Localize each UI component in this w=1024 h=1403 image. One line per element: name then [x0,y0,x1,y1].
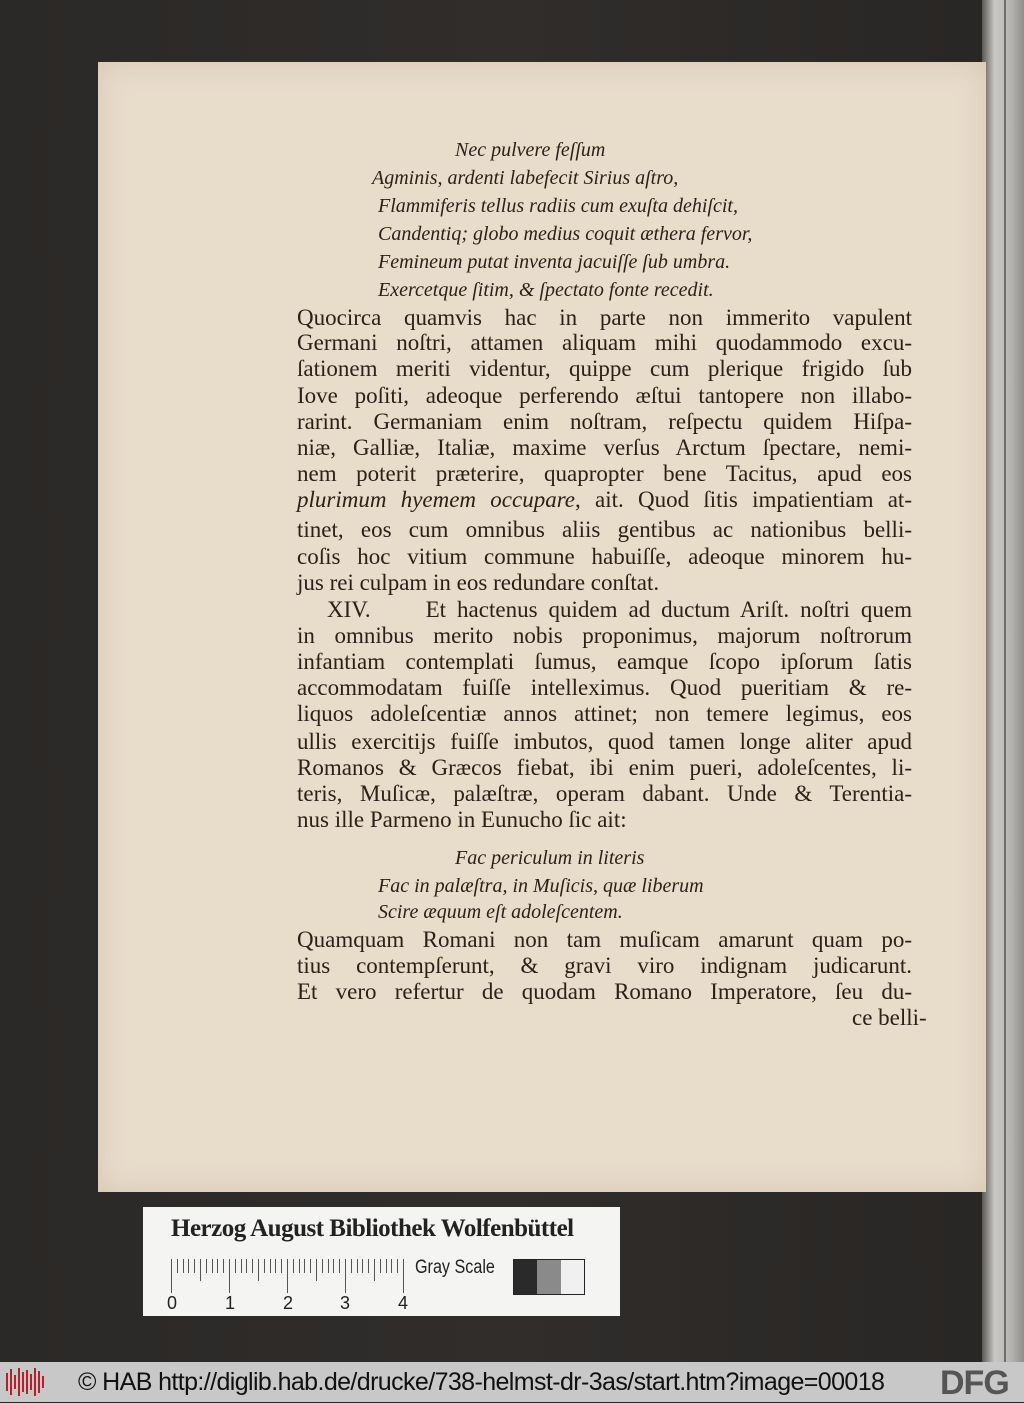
ruler-number: 1 [225,1293,236,1313]
ruler-tick [183,1259,184,1273]
ruler-tick [235,1259,236,1273]
text-line: ſationem meriti videntur, quippe cum plerique frigido ſub [297,356,912,381]
ruler-tick [380,1259,381,1273]
library-name: Herzog August Bibliothek Wolfenbüttel [171,1215,574,1242]
text-line: Iove poſiti, adeoque perferendo æſtui tantopere non illabo- [297,383,912,408]
color-card [143,1207,620,1316]
ruler-tick [223,1259,224,1273]
ruler-tick [345,1259,346,1293]
text-line: niæ, Galliæ, Italiæ, maxime verſus Arctum ſpectare, nemi- [297,435,912,460]
ruler-tick [287,1259,288,1293]
ruler-tick [264,1259,265,1273]
ruler-tick [281,1259,282,1273]
text-line: Quocirca quamvis hac in parte non immerito vapulent [297,305,912,330]
text-line: in omnibus merito nobis proponimus, majorum noſtrorum [297,623,912,648]
text-line: Germani noſtri, attamen aliquam mihi quodammodo excu- [297,330,912,355]
text-line: Agminis, ardenti labefecit Sirius aſtro, [372,167,679,189]
text-line: Candentiq; globo medius coquit æthera fervor, [378,223,753,245]
text-line: coſis hoc vitium commune habuiſſe, adeoque minorem hu- [297,544,912,569]
ruler-tick [386,1259,387,1273]
text-line: Femineum putat inventa jacuiſſe ſub umbra. [378,251,731,273]
text-line: rarint. Germaniam enim noſtram, reſpectu quidem Hiſpa- [297,409,912,434]
grayscale-swatches [513,1259,585,1295]
ruler-tick [304,1259,305,1273]
ruler-tick [270,1259,271,1273]
text-line: tius contempſerunt, & gravi viro indignam judicarunt. [297,953,912,978]
grayscale-swatch [561,1260,584,1294]
text-line: XIV. Et hactenus quidem ad ductum Ariſt. noſtri quem [327,597,912,622]
ruler-tick [275,1259,276,1273]
ruler-tick [328,1259,329,1273]
footer-bar [0,1362,1024,1402]
text-line: teris, Muſicæ, palæſtræ, operam dabant. Unde & Terentia- [297,781,912,806]
ruler-tick [241,1259,242,1273]
text-line: infantiam contemplati ſumus, eamque ſcopo ipſorum ſatis [297,649,912,674]
italic-phrase: plurimum hyemem occupare [297,487,576,512]
ruler-number: 3 [340,1293,351,1313]
ruler-tick [403,1259,404,1293]
ruler-tick [194,1259,195,1273]
ruler-tick [246,1259,247,1273]
ruler-tick [229,1259,230,1293]
ruler-tick [177,1259,178,1273]
ruler-number: 0 [167,1293,178,1313]
catchword: ce belli- [852,1005,927,1030]
text-line [297,487,912,513]
text-span: , ait. Quod ſitis impatientiam at- [575,487,912,512]
ruler-tick [333,1259,334,1273]
text-line: Fac in palæſtra, in Muſicis, quæ liberum [378,875,704,897]
ruler-tick [188,1259,189,1273]
ruler-tick [357,1259,358,1273]
text-line: accommodatam fuiſſe intelleximus. Quod pueritiam & re- [297,675,912,700]
text-line: liquos adoleſcentiæ annos attinet; non temere legimus, eos [297,701,912,726]
ruler-tick [397,1259,398,1273]
copyright-url[interactable]: © HAB http://diglib.hab.de/drucke/738-helmst-dr-3as/start.htm?image=00018 [78,1368,885,1396]
text-line: Scire æquum eſt adoleſcentem. [378,901,623,923]
dfg-logo: DFG [940,1364,1009,1402]
ruler-tick [368,1259,369,1273]
text-line: Romanos & Græcos fiebat, ibi enim pueri, adoleſcentes, li- [297,755,912,780]
text-line: nem poterit præterire, quapropter bene Tacitus, apud eos [297,461,912,486]
ruler-tick [217,1259,218,1273]
page-edge-line [1004,0,1006,1362]
ruler-tick [252,1259,253,1273]
ruler-tick [351,1259,352,1273]
ruler-tick [299,1259,300,1273]
ruler-tick [339,1259,340,1273]
text-line: Et vero refertur de quodam Romano Imperatore, ſeu du- [297,979,912,1004]
ruler-tick [258,1259,259,1281]
text-line: ullis exercitijs fuiſſe imbutos, quod tamen longe aliter apud [297,729,912,754]
ruler-tick [391,1259,392,1273]
hab-logo-icon [6,1368,46,1396]
grayscale-swatch [514,1260,537,1294]
grayscale-swatch [537,1260,560,1294]
text-line: nus ille Parmeno in Eunucho ſic ait: [297,807,627,832]
ruler-tick [316,1259,317,1281]
text-line: Flammiferis tellus radiis cum exuſta dehiſcit, [378,195,738,217]
text-line: Exercetque ſitim, & ſpectato fonte recedit. [378,279,714,301]
ruler-tick [212,1259,213,1273]
text-line: tinet, eos cum omnibus aliis gentibus ac nationibus belli- [297,517,912,542]
ruler-tick [362,1259,363,1273]
text-line: Nec pulvere feſſum [455,139,606,161]
text-line: Fac periculum in literis [455,847,645,869]
ruler-tick [322,1259,323,1273]
ruler-tick [310,1259,311,1273]
ruler-tick [171,1259,172,1293]
text-line: jus rei culpam in eos redundare conſtat. [297,570,660,595]
ruler-tick [200,1259,201,1281]
ruler-number: 2 [283,1293,294,1313]
page-edge [982,0,1024,1362]
grayscale-label: Gray Scale [415,1257,495,1278]
text-line: Quamquam Romani non tam muſicam amarunt quam po- [297,927,912,952]
ruler-tick [374,1259,375,1281]
ruler-number: 4 [398,1293,409,1313]
ruler-tick [206,1259,207,1273]
ruler-tick [293,1259,294,1273]
